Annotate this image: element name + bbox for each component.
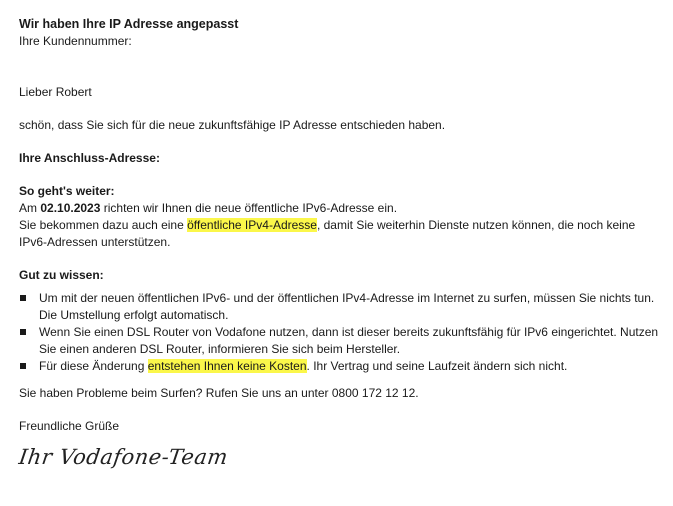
signature: Ihr Vodafone-Team [17, 445, 230, 469]
info-bullet-list [19, 290, 659, 375]
costs-suffix: . Ihr Vertrag und seine Laufzeit ändern sich nicht. [306, 359, 568, 373]
good-to-know-heading: Gut zu wissen: [19, 268, 104, 282]
greeting: Lieber Robert [19, 85, 92, 99]
bullet-no-costs [19, 358, 659, 375]
ipv4-info-line [19, 217, 659, 251]
date-line-prefix: Am [19, 201, 41, 215]
date-line-suffix: richten wir Ihnen die neue öffentliche IPv6-Adresse ein. [100, 201, 398, 215]
customer-number-line [19, 33, 659, 50]
letter-title: Wir haben Ihre IP Adresse angepasst [19, 17, 239, 31]
redacted-customer-number [135, 37, 215, 47]
switch-date: 02.10.2023 [40, 201, 101, 215]
next-steps-date-line [19, 200, 659, 217]
next-steps-heading: So geht's weiter: [19, 184, 115, 198]
address-label: Ihre Anschluss-Adresse: [19, 151, 160, 165]
support-text: Sie haben Probleme beim Surfen? Rufen Sie uns an unter 0800 172 12 12. [19, 386, 419, 400]
bullet-router-info: Wenn Sie einen DSL Router von Vodafone nutzen, dann ist dieser bereits zukunftsfähig für IPv6 eingerichtet. Nutzen Sie einen anderen DSL Router, informieren Sie sich beim Hersteller. [19, 324, 659, 358]
redacted-surname [95, 88, 150, 98]
intro-text: schön, dass Sie sich für die neue zukunftsfähige IP Adresse entschieden haben. [19, 118, 446, 132]
costs-highlight: entstehen Ihnen keine Kosten [147, 359, 307, 373]
ipv4-highlight: öffentliche IPv4-Adresse [187, 218, 317, 232]
letter [17, 16, 659, 469]
customer-number-label: Ihre Kundennummer: [19, 34, 132, 48]
ipv4-line-suffix: , damit Sie weiterhin Dienste nutzen können, die noch keine IPv6-Adressen unterstützen. [19, 218, 636, 249]
redacted-address [163, 154, 313, 164]
costs-prefix: Für diese Änderung [39, 359, 148, 373]
closing-text: Freundliche Grüße [19, 419, 120, 433]
bullet-no-action-needed: Um mit der neuen öffentlichen IPv6- und der öffentlichen IPv4-Adresse im Internet zu surfen, müssen Sie nichts tun. Die Umstellung erfolgt automatisch. [19, 290, 659, 324]
address-line [19, 150, 659, 167]
ipv4-line-prefix: Sie bekommen dazu auch eine [19, 218, 188, 232]
greeting-line [19, 84, 659, 101]
